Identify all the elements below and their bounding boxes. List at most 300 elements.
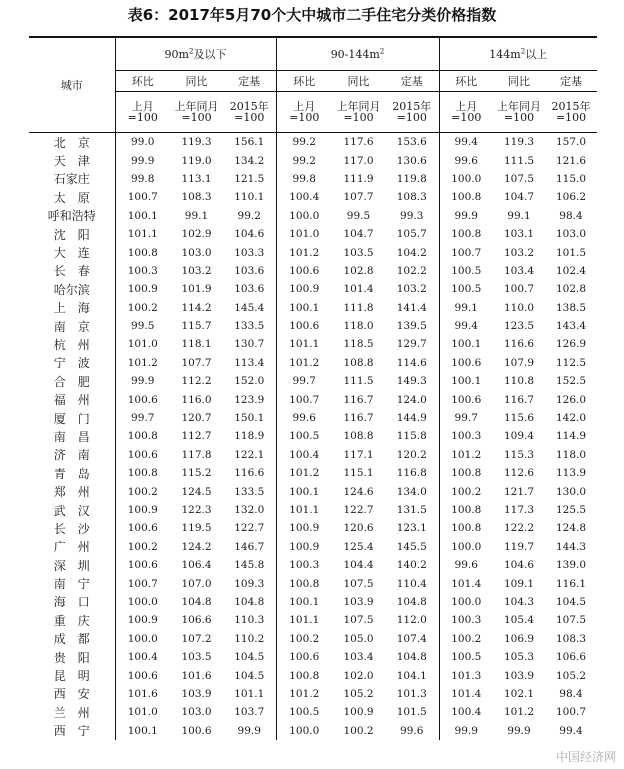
value-cell: 124.0 [396,393,427,406]
base-header-line: =100 [451,111,482,124]
value-cell: 123.5 [503,320,535,333]
base-header-line: =100 [396,111,427,124]
value-cell: 116.7 [343,393,374,406]
table-row [29,225,597,243]
value-cell: 100.6 [115,390,170,408]
value-cell: 106.9 [503,632,535,645]
value-cell: 100.2 [115,538,170,556]
value-cell: 101.4 [439,574,493,592]
city-cell: 南 昌 [53,429,90,444]
value-cell: 116.0 [181,393,212,406]
value-cell: 99.2 [276,133,332,152]
value-cell: 104.8 [181,595,212,608]
value-cell: 108.3 [555,632,587,645]
table-row [29,409,597,427]
base-header-2-2 [545,92,597,133]
city-cell: 杭 州 [53,337,90,352]
value-cell: 133.5 [234,485,265,498]
value-cell: 99.4 [559,724,583,737]
value-cell: 102.8 [343,264,374,277]
value-cell: 101.3 [439,666,493,684]
city-cell: 大 连 [53,246,90,261]
value-cell: 117.8 [181,448,212,461]
value-cell: 100.8 [439,501,493,519]
base-header-1-1 [332,92,385,133]
value-cell: 103.6 [234,264,265,277]
value-cell: 110.8 [503,375,535,388]
value-cell: 115.6 [503,412,535,425]
value-cell: 117.1 [343,448,374,461]
value-cell: 112.5 [555,356,587,369]
value-cell: 107.4 [396,632,427,645]
value-cell: 104.5 [234,651,265,664]
value-cell: 100.5 [276,427,332,445]
value-cell: 107.0 [181,577,212,590]
value-cell: 134.0 [396,485,427,498]
value-cell: 101.4 [343,283,374,296]
value-cell: 116.6 [234,467,265,480]
city-cell: 太 原 [53,190,90,205]
value-cell: 99.9 [237,724,261,737]
value-cell: 103.2 [181,264,212,277]
value-cell: 106.2 [555,191,587,204]
value-cell: 101.0 [115,335,170,353]
value-cell: 103.2 [503,246,535,259]
value-cell: 104.4 [343,559,374,572]
value-cell: 146.7 [234,540,265,553]
value-cell: 140.2 [396,559,427,572]
value-cell: 101.2 [503,706,535,719]
value-cell: 100.0 [276,207,332,225]
value-cell: 104.7 [343,228,374,241]
value-cell: 103.0 [555,228,587,241]
city-cell: 郑 州 [53,485,90,500]
value-cell: 116.1 [555,577,587,590]
base-header-0-0 [115,92,170,133]
value-cell: 100.0 [439,170,493,188]
watermark: 中国经济网 [555,750,616,764]
value-cell: 100.6 [276,262,332,280]
table-row [29,188,597,206]
value-cell: 115.1 [343,467,374,480]
city-cell: 兰 州 [53,705,90,720]
value-cell: 107.9 [503,356,535,369]
value-cell: 138.5 [555,301,587,314]
value-cell: 105.7 [396,228,427,241]
value-cell: 110.4 [396,577,427,590]
value-cell: 100.7 [115,188,170,206]
value-cell: 119.3 [503,136,535,149]
table-row [29,464,597,482]
value-cell: 100.8 [439,464,493,482]
base-header-row [29,92,597,133]
value-cell: 99.0 [115,133,170,152]
table-row [29,427,597,445]
city-cell: 西 安 [53,687,90,702]
value-cell: 115.7 [181,320,212,333]
value-cell: 103.1 [503,228,535,241]
value-cell: 100.8 [115,243,170,261]
table-row [29,317,597,335]
table-row [29,243,597,261]
value-cell: 100.8 [276,666,332,684]
table-body [29,133,597,740]
value-cell: 111.9 [343,172,374,185]
value-cell: 124.8 [555,522,587,535]
value-cell: 101.3 [396,687,427,700]
value-cell: 98.4 [559,209,583,222]
value-cell: 99.5 [346,209,371,222]
value-cell: 99.5 [115,317,170,335]
base-header-line: =100 [555,111,587,124]
base-header-line: =100 [127,111,158,124]
base-header-line: 上月 [293,100,316,113]
value-cell: 99.6 [439,556,493,574]
value-cell: 114.2 [181,301,212,314]
value-cell: 99.9 [507,724,531,737]
value-cell: 113.4 [234,356,265,369]
value-cell: 100.7 [555,706,587,719]
value-cell: 118.0 [555,448,587,461]
table-row [29,299,597,317]
value-cell: 100.9 [276,519,332,537]
city-cell: 厦 门 [53,411,90,426]
value-cell: 103.2 [396,283,427,296]
city-cell: 石家庄 [53,172,90,187]
base-header-line: =100 [343,111,374,124]
value-cell: 107.7 [181,356,212,369]
value-cell: 108.3 [181,191,212,204]
table-row [29,446,597,464]
value-cell: 112.0 [396,614,427,627]
city-column-header: 城市 [29,37,115,133]
value-cell: 100.3 [439,427,493,445]
value-cell: 132.0 [234,504,265,516]
base-header-line: 2015年 [392,100,432,113]
metric-header-0-2: 定基 [223,71,276,92]
value-cell: 100.8 [115,464,170,482]
value-cell: 99.6 [439,151,493,169]
value-cell: 104.8 [234,595,265,608]
value-cell: 134.2 [234,154,265,167]
table-row [29,648,597,666]
value-cell: 100.3 [439,611,493,629]
value-cell: 99.6 [276,409,332,427]
metric-header-1-0: 环比 [276,71,332,92]
value-cell: 101.1 [115,225,170,243]
value-cell: 152.5 [555,375,587,388]
table-row [29,354,597,372]
value-cell: 99.6 [400,724,424,737]
value-cell: 120.7 [181,412,212,425]
value-cell: 100.6 [115,666,170,684]
table-row [29,538,597,556]
value-cell: 100.4 [276,188,332,206]
city-cell: 呼和浩特 [47,209,96,224]
value-cell: 110.2 [234,632,265,645]
value-cell: 122.2 [503,522,535,535]
city-cell: 青 岛 [53,466,90,481]
value-cell: 100.8 [439,225,493,243]
value-cell: 113.9 [555,467,587,480]
value-cell: 118.1 [181,338,212,351]
value-cell: 101.2 [439,446,493,464]
table-row [29,170,597,188]
value-cell: 98.4 [559,687,583,700]
value-cell: 104.5 [555,595,587,608]
base-header-line: =100 [234,111,265,124]
value-cell: 100.6 [439,354,493,372]
table-row [29,390,597,408]
city-cell: 长 沙 [53,521,90,536]
city-cell: 西 宁 [53,724,90,739]
value-cell: 100.8 [276,574,332,592]
value-cell: 100.8 [115,427,170,445]
value-cell: 118.0 [343,320,374,333]
value-cell: 115.8 [396,430,427,443]
value-cell: 101.2 [115,354,170,372]
table-row [29,556,597,574]
value-cell: 99.1 [184,209,209,222]
table-row [29,722,597,740]
value-cell: 101.2 [276,464,332,482]
value-cell: 123.9 [234,393,265,406]
value-cell: 104.8 [396,595,427,608]
value-cell: 99.4 [439,317,493,335]
value-cell: 130.6 [396,154,427,167]
value-cell: 99.9 [115,151,170,169]
value-cell: 119.3 [181,136,212,149]
base-header-line: 上月 [455,100,478,113]
price-index-table [29,36,597,740]
value-cell: 101.1 [276,335,332,353]
value-cell: 100.4 [115,648,170,666]
base-header-2-0 [439,92,493,133]
value-cell: 102.2 [396,264,427,277]
value-cell: 99.7 [439,409,493,427]
value-cell: 107.5 [343,614,374,627]
value-cell: 100.1 [115,207,170,225]
value-cell: 152.0 [234,375,265,388]
metric-header-0-1: 同比 [170,71,223,92]
value-cell: 101.1 [276,611,332,629]
value-cell: 100.6 [115,556,170,574]
city-cell: 宁 波 [53,356,90,371]
base-header-line: =100 [503,111,535,124]
value-cell: 100.6 [181,724,212,737]
value-cell: 103.4 [343,651,374,664]
value-cell: 100.4 [276,446,332,464]
city-cell: 贵 阳 [53,650,90,665]
table-row [29,482,597,500]
value-cell: 116.8 [396,467,427,480]
value-cell: 116.7 [343,412,374,425]
value-cell: 157.0 [555,136,587,149]
table-row [29,593,597,611]
value-cell: 133.5 [234,320,265,333]
value-cell: 125.5 [555,504,587,516]
value-cell: 99.4 [439,133,493,152]
value-cell: 109.4 [503,430,535,443]
value-cell: 100.6 [115,519,170,537]
value-cell: 106.6 [181,614,212,627]
base-header-1-0 [276,92,332,133]
value-cell: 114.9 [555,430,587,443]
value-cell: 100.9 [115,280,170,298]
value-cell: 101.1 [234,687,265,700]
value-cell: 103.6 [234,283,265,296]
value-cell: 156.1 [234,136,265,149]
value-cell: 115.3 [503,448,535,461]
value-cell: 100.9 [115,611,170,629]
value-cell: 101.5 [555,246,587,259]
value-cell: 124.6 [343,485,374,498]
value-cell: 153.6 [396,136,427,149]
value-cell: 101.2 [276,685,332,703]
value-cell: 100.1 [115,722,170,740]
group-header-large: $144m^2$以上 [439,37,597,71]
city-cell: 南 京 [53,319,90,334]
value-cell: 142.0 [555,412,587,425]
value-cell: 150.1 [234,412,265,425]
value-cell: 100.7 [439,243,493,261]
value-cell: 100.9 [115,501,170,519]
value-cell: 100.0 [115,630,170,648]
value-cell: 99.1 [439,299,493,317]
base-header-line: 上年同月 [336,100,381,113]
metric-header-row [29,71,597,92]
value-cell: 101.5 [396,706,427,719]
value-cell: 100.6 [439,390,493,408]
value-cell: 102.9 [181,228,212,241]
value-cell: 102.8 [555,283,587,296]
value-cell: 100.1 [276,299,332,317]
value-cell: 104.2 [396,246,427,259]
value-cell: 122.1 [234,448,265,461]
value-cell: 100.2 [343,724,374,737]
value-cell: 104.5 [234,669,265,682]
value-cell: 100.1 [439,335,493,353]
city-cell: 哈尔滨 [53,282,90,297]
city-cell: 海 口 [53,595,90,610]
table-row [29,519,597,537]
value-cell: 100.6 [115,446,170,464]
value-cell: 112.7 [181,430,212,443]
value-cell: 100.8 [439,519,493,537]
value-cell: 120.6 [343,522,374,535]
value-cell: 99.7 [276,372,332,390]
value-cell: 111.5 [503,154,535,167]
value-cell: 107.2 [181,632,212,645]
value-cell: 100.8 [439,188,493,206]
value-cell: 99.2 [276,151,332,169]
value-cell: 100.6 [276,317,332,335]
value-cell: 109.1 [503,577,535,590]
value-cell: 100.4 [439,703,493,721]
value-cell: 100.7 [276,390,332,408]
value-cell: 101.9 [181,283,212,296]
value-cell: 104.6 [234,228,265,241]
value-cell: 111.5 [343,375,374,388]
value-cell: 145.8 [234,559,265,572]
value-cell: 103.7 [234,706,265,719]
value-cell: 144.3 [555,540,587,553]
table-row [29,207,597,225]
value-cell: 126.0 [555,393,587,406]
value-cell: 106.4 [181,559,212,572]
value-cell: 100.3 [276,556,332,574]
city-cell: 沈 阳 [53,227,90,242]
value-cell: 99.3 [400,209,424,222]
metric-header-1-1: 同比 [332,71,385,92]
value-cell: 106.6 [555,651,587,664]
table-row [29,133,597,152]
base-header-line: 上年同月 [174,100,219,113]
value-cell: 118.5 [343,338,374,351]
value-cell: 100.1 [439,372,493,390]
value-cell: 104.1 [396,669,427,682]
value-cell: 103.4 [503,264,535,277]
group-header-small: $90m^2$及以下 [115,37,276,71]
value-cell: 115.0 [555,172,587,185]
value-cell: 100.2 [439,630,493,648]
value-cell: 117.3 [503,504,535,516]
value-cell: 144.9 [396,412,427,425]
value-cell: 99.9 [115,372,170,390]
city-cell: 昆 明 [53,669,90,684]
value-cell: 115.2 [181,467,212,480]
city-cell: 成 都 [53,632,90,647]
city-cell: 重 庆 [53,613,90,628]
value-cell: 105.4 [503,614,535,627]
value-cell: 99.1 [507,209,531,222]
value-cell: 100.0 [439,538,493,556]
table-row [29,501,597,519]
value-cell: 100.7 [115,574,170,592]
table-row [29,372,597,390]
value-cell: 108.8 [343,356,374,369]
value-cell: 104.6 [503,559,535,572]
value-cell: 100.9 [343,706,374,719]
table-row [29,611,597,629]
table-row [29,685,597,703]
base-header-line: =100 [289,111,320,124]
value-cell: 104.3 [503,595,535,608]
value-cell: 101.2 [276,243,332,261]
value-cell: 100.6 [276,648,332,666]
table-row [29,335,597,353]
value-cell: 101.6 [181,669,212,682]
city-cell: 上 海 [53,301,90,316]
value-cell: 117.6 [343,136,374,149]
value-cell: 114.6 [396,356,427,369]
value-cell: 105.2 [555,669,587,682]
value-cell: 101.4 [439,685,493,703]
value-cell: 119.5 [181,522,212,535]
value-cell: 99.7 [115,409,170,427]
value-cell: 105.3 [503,651,535,664]
city-cell: 福 州 [53,393,90,408]
value-cell: 117.0 [343,154,374,167]
value-cell: 130.0 [555,485,587,498]
table-row [29,666,597,684]
table-title: 表6：2017年5月70个大中城市二手住宅分类价格指数 [127,6,497,24]
city-cell: 天 津 [53,154,90,169]
value-cell: 99.8 [276,170,332,188]
base-header-line: 2015年 [229,100,269,113]
value-cell: 112.6 [503,467,535,480]
value-cell: 108.3 [396,191,427,204]
